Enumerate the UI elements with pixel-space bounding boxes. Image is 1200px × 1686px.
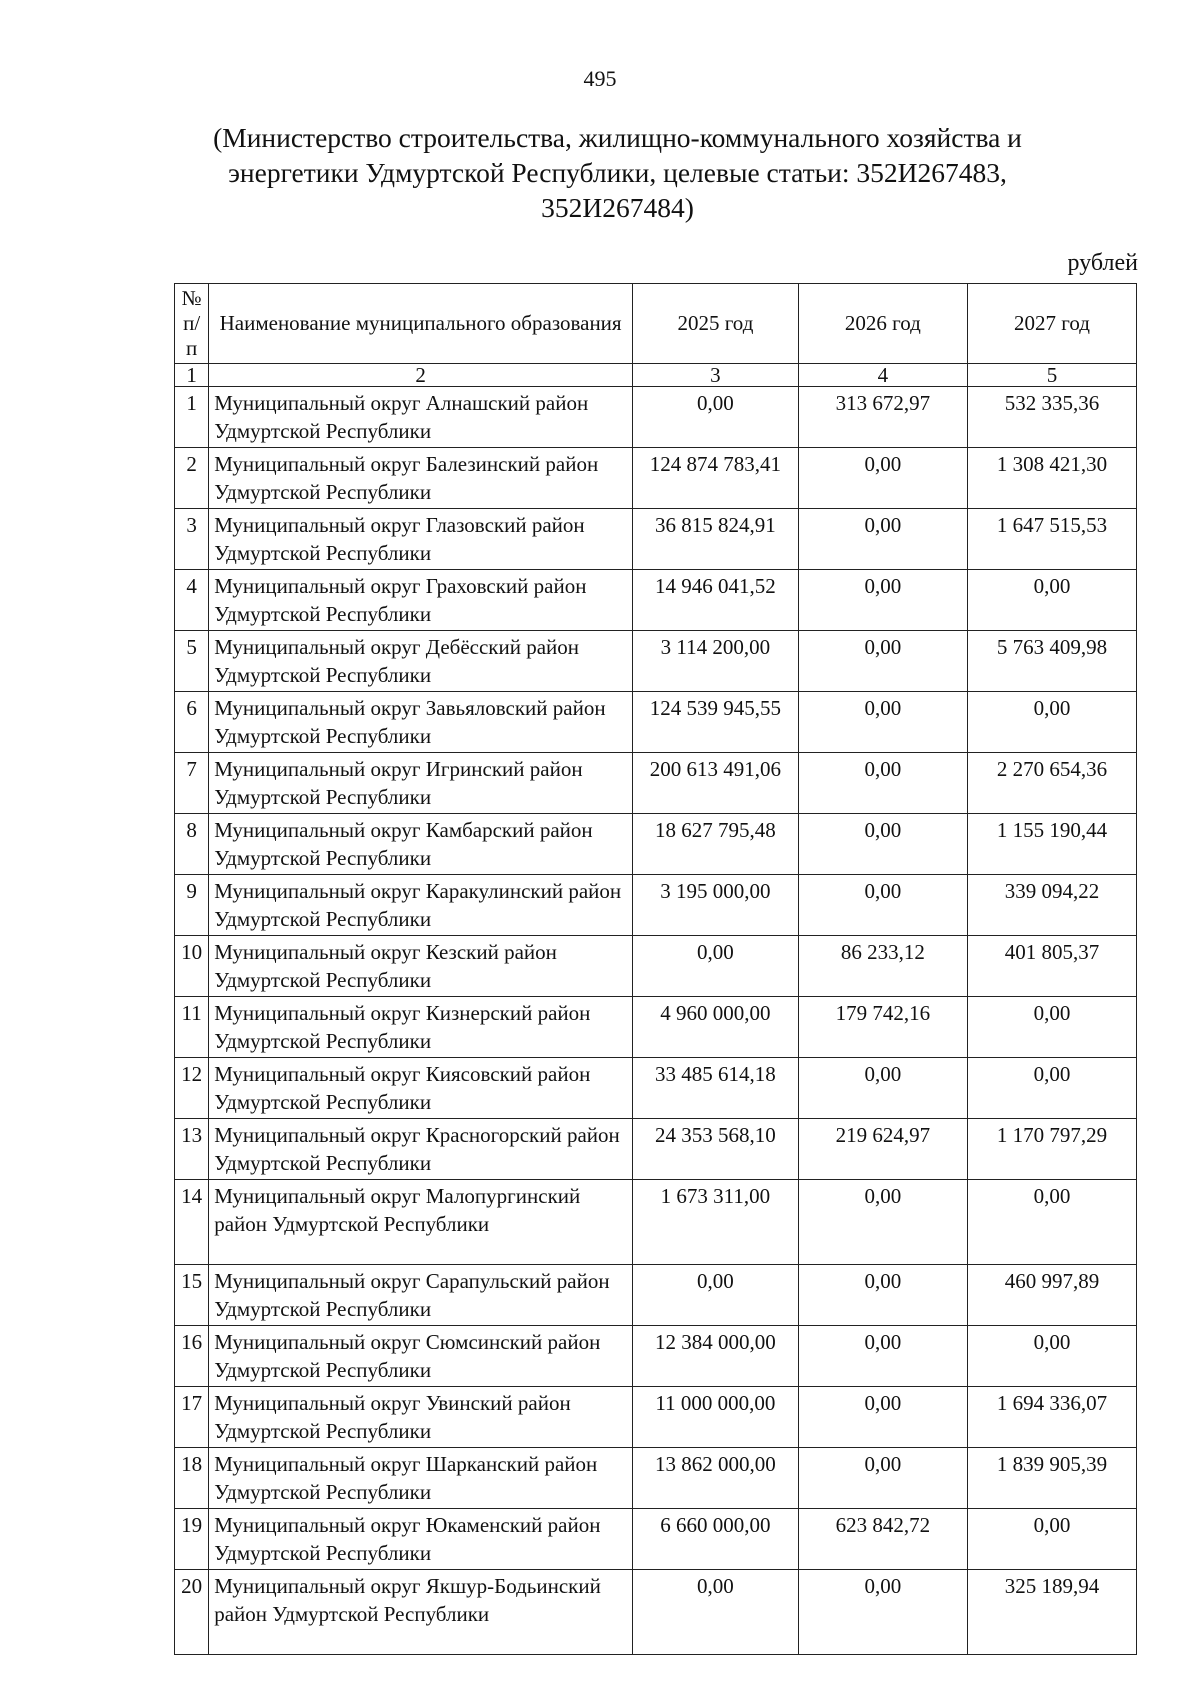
amount-2026-cell: 623 842,72	[798, 1509, 967, 1570]
amount-2025-cell: 33 485 614,18	[632, 1058, 798, 1119]
column-index: 5	[967, 364, 1136, 387]
amount-2026-cell: 0,00	[798, 1387, 967, 1448]
row-number-cell: 16	[175, 1326, 209, 1387]
municipality-name-cell: Муниципальный округ Балезинский район Удмуртской Республики	[209, 448, 633, 509]
amount-2026-cell: 179 742,16	[798, 997, 967, 1058]
column-index: 1	[175, 364, 209, 387]
column-index: 3	[632, 364, 798, 387]
currency-units-label: рублей	[1067, 250, 1138, 276]
amount-2027-cell: 1 839 905,39	[967, 1448, 1136, 1509]
header-year-2025: 2025 год	[632, 284, 798, 364]
row-number-cell: 15	[175, 1265, 209, 1326]
amount-2026-cell: 219 624,97	[798, 1119, 967, 1180]
table-row	[175, 1180, 1137, 1265]
amount-2025-cell: 0,00	[632, 387, 798, 448]
amount-2027-cell: 460 997,89	[967, 1265, 1136, 1326]
row-number-cell: 4	[175, 570, 209, 631]
row-number-cell: 10	[175, 936, 209, 997]
table-row	[175, 631, 1137, 692]
row-number-cell: 3	[175, 509, 209, 570]
table-row	[175, 1387, 1137, 1448]
header-number: № п/п	[175, 284, 209, 364]
amount-2026-cell: 0,00	[798, 753, 967, 814]
heading-line-2: энергетики Удмуртской Республики, целевые статьи: 352И267483,	[228, 157, 1007, 188]
amount-2027-cell: 339 094,22	[967, 875, 1136, 936]
amount-2026-cell: 0,00	[798, 1326, 967, 1387]
table-row	[175, 814, 1137, 875]
amount-2025-cell: 1 673 311,00	[632, 1180, 798, 1265]
amount-2025-cell: 4 960 000,00	[632, 997, 798, 1058]
table-body	[175, 387, 1137, 1655]
header-municipality-name: Наименование муниципального образования	[209, 284, 633, 364]
municipality-name-cell: Муниципальный округ Глазовский район Удмуртской Республики	[209, 509, 633, 570]
column-index: 2	[209, 364, 633, 387]
amount-2025-cell: 124 539 945,55	[632, 692, 798, 753]
amount-2026-cell: 0,00	[798, 1180, 967, 1265]
amount-2025-cell: 18 627 795,48	[632, 814, 798, 875]
amount-2027-cell: 0,00	[967, 1326, 1136, 1387]
amount-2027-cell: 1 308 421,30	[967, 448, 1136, 509]
amount-2027-cell: 0,00	[967, 692, 1136, 753]
heading-line-1: (Министерство строительства, жилищно-коммунального хозяйства и	[213, 122, 1022, 153]
amount-2027-cell: 0,00	[967, 1058, 1136, 1119]
municipality-name-cell: Муниципальный округ Сарапульский район Удмуртской Республики	[209, 1265, 633, 1326]
table-row	[175, 387, 1137, 448]
table-row	[175, 1265, 1137, 1326]
header-year-2026: 2026 год	[798, 284, 967, 364]
row-number-cell: 11	[175, 997, 209, 1058]
municipality-name-cell: Муниципальный округ Киясовский район Удмуртской Республики	[209, 1058, 633, 1119]
row-number-cell: 18	[175, 1448, 209, 1509]
amount-2026-cell: 0,00	[798, 875, 967, 936]
amount-2027-cell: 532 335,36	[967, 387, 1136, 448]
amount-2027-cell: 1 694 336,07	[967, 1387, 1136, 1448]
municipality-name-cell: Муниципальный округ Каракулинский район Удмуртской Республики	[209, 875, 633, 936]
municipality-name-cell: Муниципальный округ Шарканский район Удмуртской Республики	[209, 1448, 633, 1509]
row-number-cell: 2	[175, 448, 209, 509]
municipality-name-cell: Муниципальный округ Камбарский район Удмуртской Республики	[209, 814, 633, 875]
table-row	[175, 753, 1137, 814]
municipality-name-cell: Муниципальный округ Дебёсский район Удмуртской Республики	[209, 631, 633, 692]
document-heading	[200, 120, 1035, 225]
row-number-cell: 6	[175, 692, 209, 753]
amount-2027-cell: 0,00	[967, 570, 1136, 631]
table-row	[175, 692, 1137, 753]
amount-2027-cell: 2 270 654,36	[967, 753, 1136, 814]
amount-2027-cell: 1 647 515,53	[967, 509, 1136, 570]
amount-2027-cell: 1 170 797,29	[967, 1119, 1136, 1180]
table-row	[175, 1058, 1137, 1119]
amount-2025-cell: 13 862 000,00	[632, 1448, 798, 1509]
amount-2025-cell: 14 946 041,52	[632, 570, 798, 631]
amount-2025-cell: 0,00	[632, 1265, 798, 1326]
amount-2026-cell: 313 672,97	[798, 387, 967, 448]
amount-2025-cell: 0,00	[632, 936, 798, 997]
table-row	[175, 875, 1137, 936]
table-row	[175, 1326, 1137, 1387]
municipality-name-cell: Муниципальный округ Граховский район Удмуртской Республики	[209, 570, 633, 631]
amount-2025-cell: 0,00	[632, 1570, 798, 1655]
municipality-name-cell: Муниципальный округ Алнашский район Удмуртской Республики	[209, 387, 633, 448]
amount-2026-cell: 0,00	[798, 1265, 967, 1326]
row-number-cell: 20	[175, 1570, 209, 1655]
row-number-cell: 14	[175, 1180, 209, 1265]
amount-2027-cell: 0,00	[967, 1180, 1136, 1265]
municipality-name-cell: Муниципальный округ Малопургинский район Удмуртской Республики	[209, 1180, 633, 1265]
municipality-name-cell: Муниципальный округ Завьяловский район Удмуртской Республики	[209, 692, 633, 753]
amount-2027-cell: 0,00	[967, 1509, 1136, 1570]
column-index: 4	[798, 364, 967, 387]
municipality-name-cell: Муниципальный округ Якшур-Бодьинский район Удмуртской Республики	[209, 1570, 633, 1655]
municipality-name-cell: Муниципальный округ Сюмсинский район Удмуртской Республики	[209, 1326, 633, 1387]
amount-2026-cell: 0,00	[798, 1058, 967, 1119]
amount-2026-cell: 0,00	[798, 509, 967, 570]
table-row	[175, 509, 1137, 570]
header-year-2027: 2027 год	[967, 284, 1136, 364]
row-number-cell: 5	[175, 631, 209, 692]
amount-2025-cell: 11 000 000,00	[632, 1387, 798, 1448]
amount-2025-cell: 3 114 200,00	[632, 631, 798, 692]
column-index-row	[175, 364, 1137, 387]
table-row	[175, 1448, 1137, 1509]
row-number-cell: 12	[175, 1058, 209, 1119]
amount-2026-cell: 0,00	[798, 814, 967, 875]
amount-2027-cell: 325 189,94	[967, 1570, 1136, 1655]
table-row	[175, 1570, 1137, 1655]
amount-2025-cell: 36 815 824,91	[632, 509, 798, 570]
table-row	[175, 997, 1137, 1058]
row-number-cell: 8	[175, 814, 209, 875]
amount-2027-cell: 401 805,37	[967, 936, 1136, 997]
amount-2025-cell: 3 195 000,00	[632, 875, 798, 936]
row-number-cell: 7	[175, 753, 209, 814]
amount-2025-cell: 6 660 000,00	[632, 1509, 798, 1570]
row-number-cell: 9	[175, 875, 209, 936]
amount-2027-cell: 5 763 409,98	[967, 631, 1136, 692]
amount-2026-cell: 0,00	[798, 1570, 967, 1655]
row-number-cell: 1	[175, 387, 209, 448]
amount-2025-cell: 12 384 000,00	[632, 1326, 798, 1387]
row-number-cell: 17	[175, 1387, 209, 1448]
amount-2025-cell: 124 874 783,41	[632, 448, 798, 509]
table-header-row	[175, 284, 1137, 364]
municipality-name-cell: Муниципальный округ Кизнерский район Удмуртской Республики	[209, 997, 633, 1058]
amount-2026-cell: 0,00	[798, 448, 967, 509]
table-row	[175, 570, 1137, 631]
heading-line-3: 352И267484)	[541, 192, 694, 223]
municipality-name-cell: Муниципальный округ Красногорский район Удмуртской Республики	[209, 1119, 633, 1180]
amount-2026-cell: 0,00	[798, 692, 967, 753]
amount-2026-cell: 0,00	[798, 631, 967, 692]
table-row	[175, 448, 1137, 509]
municipality-name-cell: Муниципальный округ Увинский район Удмуртской Республики	[209, 1387, 633, 1448]
row-number-cell: 13	[175, 1119, 209, 1180]
amount-2027-cell: 0,00	[967, 997, 1136, 1058]
table-row	[175, 936, 1137, 997]
table-row	[175, 1119, 1137, 1180]
municipality-name-cell: Муниципальный округ Юкаменский район Удмуртской Республики	[209, 1509, 633, 1570]
municipality-name-cell: Муниципальный округ Кезский район Удмуртской Республики	[209, 936, 633, 997]
amount-2027-cell: 1 155 190,44	[967, 814, 1136, 875]
amount-2026-cell: 0,00	[798, 570, 967, 631]
allocation-table	[174, 283, 1137, 1655]
amount-2026-cell: 0,00	[798, 1448, 967, 1509]
amount-2026-cell: 86 233,12	[798, 936, 967, 997]
page-number: 495	[583, 66, 617, 91]
row-number-cell: 19	[175, 1509, 209, 1570]
municipality-name-cell: Муниципальный округ Игринский район Удмуртской Республики	[209, 753, 633, 814]
amount-2025-cell: 200 613 491,06	[632, 753, 798, 814]
amount-2025-cell: 24 353 568,10	[632, 1119, 798, 1180]
table-row	[175, 1509, 1137, 1570]
